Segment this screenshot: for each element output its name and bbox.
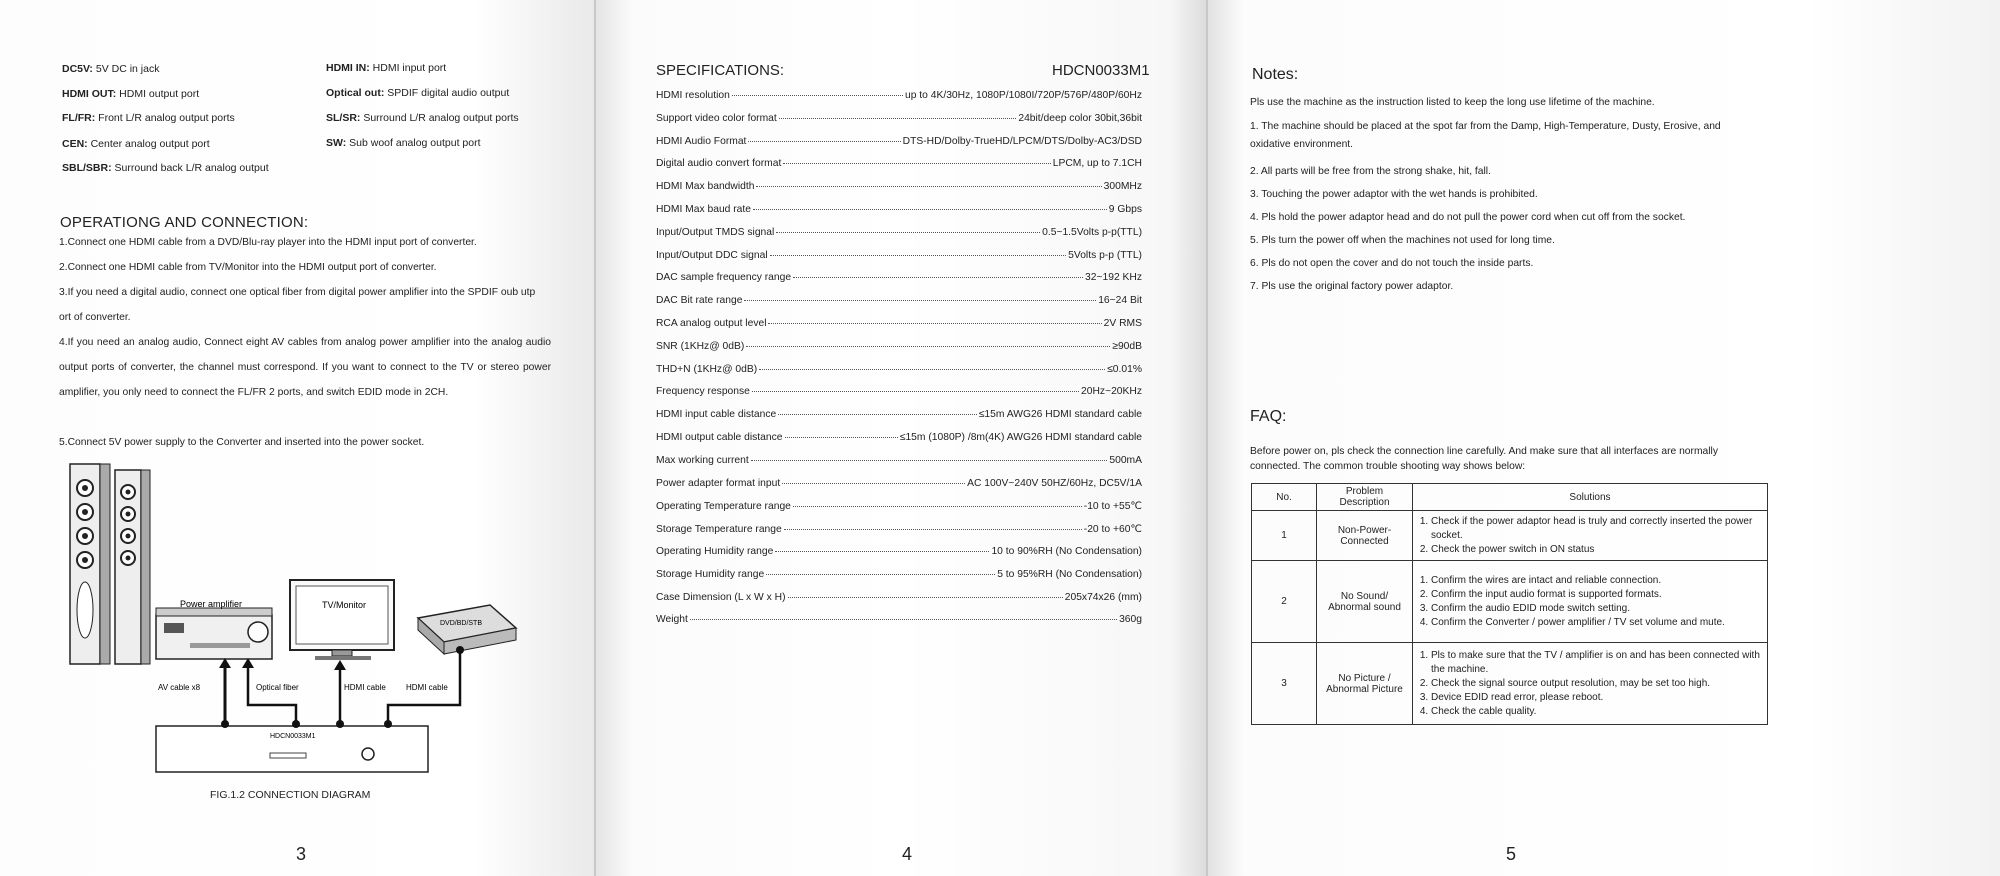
faq-row-problem: Non-Power-Connected bbox=[1317, 511, 1413, 561]
spec-label: HDMI resolution bbox=[656, 90, 730, 101]
spec-value: ≤0.01% bbox=[1107, 363, 1142, 375]
solution-item: 1. Check if the power adaptor head is truly and correctly inserted the power socket. bbox=[1431, 515, 1763, 543]
spec-label: Weight bbox=[656, 614, 688, 626]
spec-leader-dots bbox=[784, 529, 1082, 530]
table-row bbox=[1252, 643, 1768, 725]
spec-leader-dots bbox=[778, 414, 977, 415]
spec-label: Power adapter format input bbox=[656, 477, 781, 489]
spec-leader-dots bbox=[759, 369, 1105, 370]
spec-row bbox=[656, 181, 1142, 197]
note-6: 6. Pls do not open the cover and do not touch the inside parts. bbox=[1250, 258, 1534, 269]
solution-item: 2. Confirm the input audio format is supported formats. bbox=[1431, 588, 1763, 602]
note-7: 7. Pls use the original factory power adaptor. bbox=[1250, 281, 1454, 292]
notes-title: Notes: bbox=[1252, 66, 1299, 83]
speaker-icon bbox=[115, 470, 150, 664]
spec-label: Operating Temperature range bbox=[656, 501, 791, 513]
port-dc5v: DC5V: 5V DC in jack bbox=[62, 63, 160, 75]
port-hdmi-in: HDMI IN: HDMI input port bbox=[326, 62, 447, 74]
note-1: 1. The machine should be placed at the spot far from the Damp, High-Temperature, Dusty, Erosive, and oxidative environment. bbox=[1250, 121, 1721, 150]
spec-leader-dots bbox=[775, 551, 989, 552]
faq-table bbox=[1251, 483, 1768, 725]
spec-leader-dots bbox=[690, 619, 1117, 620]
spec-row bbox=[656, 227, 1142, 243]
power-amplifier-label: Power amplifier bbox=[180, 599, 243, 609]
spec-value: ≥90dB bbox=[1112, 340, 1142, 352]
page-3 bbox=[0, 0, 594, 876]
faq-row-no: 1 bbox=[1252, 511, 1317, 561]
note-5: 5. Pls turn the power off when the machines not used for long time. bbox=[1250, 235, 1555, 246]
spec-row bbox=[656, 204, 1142, 220]
solution-item: 3. Confirm the audio EDID mode switch setting. bbox=[1431, 602, 1763, 616]
spec-leader-dots bbox=[746, 346, 1110, 347]
solution-item: 4. Confirm the Converter / power amplifier / TV set volume and mute. bbox=[1431, 616, 1763, 630]
spec-label: SNR (1KHz@ 0dB) bbox=[656, 340, 745, 352]
note-4: 4. Pls hold the power adaptor head and do not pull the power cord when cut off from the socket. bbox=[1250, 212, 1686, 223]
spec-value: 24bit/deep color 30bit,36bit bbox=[1018, 112, 1142, 124]
tv-monitor-icon bbox=[290, 580, 394, 660]
spec-value: 10 to 90%RH (No Condensation) bbox=[991, 546, 1142, 557]
spec-leader-dots bbox=[766, 574, 995, 575]
step-3: 3.If you need a digital audio, connect one optical fiber from digital power amplifier into the SPDIF oub utp ort of converter. bbox=[59, 287, 536, 323]
spec-row bbox=[656, 569, 1142, 585]
spec-label: THD+N (1KHz@ 0dB) bbox=[656, 363, 758, 375]
spec-leader-dots bbox=[785, 437, 898, 438]
spec-leader-dots bbox=[752, 391, 1079, 392]
spec-model: HDCN0033M1 bbox=[1052, 62, 1150, 79]
spec-row bbox=[656, 136, 1142, 152]
note-3: 3. Touching the power adaptor with the wet hands is prohibited. bbox=[1250, 189, 1538, 200]
spec-leader-dots bbox=[793, 277, 1083, 278]
faq-row-no: 2 bbox=[1252, 561, 1317, 643]
spec-row bbox=[656, 386, 1142, 402]
faq-header-no: No. bbox=[1252, 484, 1317, 511]
spec-value: 205x74x26 (mm) bbox=[1064, 591, 1142, 603]
spec-leader-dots bbox=[732, 95, 903, 96]
table-row bbox=[1252, 561, 1768, 643]
spec-row bbox=[656, 341, 1142, 357]
faq-row-solutions bbox=[1413, 561, 1768, 643]
spec-label: Digital audio convert format bbox=[656, 158, 782, 170]
spec-row bbox=[656, 546, 1142, 562]
spec-value: 0.5~1.5Volts p-p(TTL) bbox=[1042, 226, 1142, 238]
spec-label: Input/Output DDC signal bbox=[656, 249, 768, 261]
spec-label: DAC Bit rate range bbox=[656, 295, 743, 307]
hdmi-cable-label-1: HDMI cable bbox=[344, 683, 386, 692]
port-fl-fr: FL/FR: Front L/R analog output ports bbox=[62, 112, 235, 124]
faq-row-solutions bbox=[1413, 511, 1768, 561]
optical-fiber-label: Optical fiber bbox=[256, 683, 299, 692]
spec-value: 20Hz~20KHz bbox=[1081, 386, 1142, 398]
spec-value: DTS-HD/Dolby-TrueHD/LPCM/DTS/Dolby-AC3/DSD bbox=[902, 135, 1142, 147]
spec-leader-dots bbox=[788, 597, 1063, 598]
dvd-player-icon bbox=[418, 605, 516, 654]
spec-value: ≤15m (1080P) /8m(4K) AWG26 HDMI standard cable bbox=[899, 432, 1142, 443]
spec-leader-dots bbox=[783, 163, 1050, 164]
operation-title: OPERATIONG AND CONNECTION: bbox=[60, 214, 309, 231]
scan-margin bbox=[1808, 0, 2000, 876]
port-sbl-sbr: SBL/SBR: Surround back L/R analog output bbox=[62, 162, 269, 174]
spec-leader-dots bbox=[793, 506, 1082, 507]
spec-leader-dots bbox=[751, 460, 1108, 461]
table-row bbox=[1252, 511, 1768, 561]
spec-row bbox=[656, 364, 1142, 380]
spec-value: -10 to +55℃ bbox=[1083, 501, 1142, 513]
spec-title: SPECIFICATIONS: bbox=[656, 62, 785, 79]
spec-value: 5Volts p-p (TTL) bbox=[1068, 249, 1142, 261]
spec-label: Max working current bbox=[656, 454, 749, 466]
spec-row bbox=[656, 250, 1142, 266]
spec-value: AC 100V~240V 50HZ/60Hz, DC5V/1A bbox=[967, 477, 1142, 489]
spec-row bbox=[656, 318, 1142, 334]
port-optical-out: Optical out: SPDIF digital audio output bbox=[326, 87, 510, 99]
spec-label: Support video color format bbox=[656, 112, 777, 124]
spec-label: Operating Humidity range bbox=[656, 546, 774, 557]
device-model-label: HDCN0033M1 bbox=[270, 733, 316, 740]
page-number: 5 bbox=[1506, 844, 1517, 864]
page-number: 4 bbox=[902, 844, 913, 864]
solution-item: 1. Pls to make sure that the TV / amplifier is on and has been connected with the machine. bbox=[1431, 649, 1763, 677]
diagram-caption: FIG.1.2 CONNECTION DIAGRAM bbox=[210, 789, 371, 801]
faq-header-problem: Problem Description bbox=[1317, 484, 1413, 511]
spec-value: ≤15m AWG26 HDMI standard cable bbox=[978, 409, 1142, 421]
spec-row bbox=[656, 432, 1142, 448]
spec-label: DAC sample frequency range bbox=[656, 272, 792, 284]
spec-leader-dots bbox=[782, 483, 965, 484]
spec-label: Frequency response bbox=[656, 386, 750, 398]
dvd-label: DVD/BD/STB bbox=[440, 620, 483, 627]
spec-row bbox=[656, 90, 1142, 106]
port-hdmi-out: HDMI OUT: HDMI output port bbox=[62, 88, 200, 100]
solution-item: 2. Check the signal source output resolution, may be set too high. bbox=[1431, 677, 1763, 691]
hdmi-cable-label-2: HDMI cable bbox=[406, 683, 448, 692]
faq-header-row bbox=[1252, 484, 1768, 511]
solution-item: 3. Device EDID read error, please reboot. bbox=[1431, 691, 1763, 705]
spec-leader-dots bbox=[768, 323, 1101, 324]
spec-leader-dots bbox=[756, 186, 1101, 187]
step-5: 5.Connect 5V power supply to the Converter and inserted into the power socket. bbox=[59, 437, 425, 448]
connection-diagram bbox=[60, 460, 530, 810]
faq-row-no: 3 bbox=[1252, 643, 1317, 725]
tv-monitor-label: TV/Monitor bbox=[322, 600, 367, 610]
spec-label: HDMI Audio Format bbox=[656, 135, 747, 147]
spec-leader-dots bbox=[744, 300, 1096, 301]
step-4: 4.If you need an analog audio, Connect eight AV cables from analog power amplifier into the analog audio output ports of converter, the channel must correspond. If you want to connect to the TV or stereo power amplifier, you only need to connect the FL/FR 2 ports, and switch EDID mode in 2CH. bbox=[59, 337, 551, 398]
spec-row bbox=[656, 523, 1142, 539]
spec-leader-dots bbox=[753, 209, 1107, 210]
step-1: 1.Connect one HDMI cable from a DVD/Blu-ray player into the HDMI input port of converter. bbox=[59, 237, 477, 248]
spec-value: 32~192 KHz bbox=[1085, 272, 1142, 284]
spec-row bbox=[656, 113, 1142, 129]
spec-value: 2V RMS bbox=[1103, 318, 1142, 329]
spec-row bbox=[656, 455, 1142, 471]
spec-label: RCA analog output level bbox=[656, 318, 767, 329]
speaker-icon bbox=[70, 464, 110, 664]
spec-row bbox=[656, 592, 1142, 608]
spec-value: up to 4K/30Hz, 1080P/1080I/720P/576P/480P/60Hz bbox=[904, 90, 1142, 101]
amplifier-icon bbox=[156, 608, 272, 659]
spec-label: Storage Humidity range bbox=[656, 568, 765, 580]
spec-leader-dots bbox=[779, 118, 1017, 119]
solution-item: 2. Check the power switch in ON status bbox=[1431, 543, 1763, 557]
faq-row-problem: No Sound/ Abnormal sound bbox=[1317, 561, 1413, 643]
port-cen: CEN: Center analog output port bbox=[62, 138, 210, 150]
spec-value: 16~24 Bit bbox=[1098, 295, 1142, 307]
spec-label: HDMI Max bandwidth bbox=[656, 181, 755, 193]
faq-intro: Before power on, pls check the connection line carefully. And make sure that all interfaces are normally connected. The common trouble shooting way shows below: bbox=[1250, 446, 1718, 472]
spec-label: HDMI Max baud rate bbox=[656, 204, 751, 215]
spec-row bbox=[656, 478, 1142, 494]
spec-value: 5 to 95%RH (No Condensation) bbox=[997, 568, 1142, 580]
spec-value: LPCM, up to 7.1CH bbox=[1052, 158, 1142, 170]
page-number: 3 bbox=[296, 844, 307, 864]
step-2: 2.Connect one HDMI cable from TV/Monitor into the HDMI output port of converter. bbox=[59, 262, 437, 273]
spec-value: 360g bbox=[1119, 614, 1142, 626]
spec-value: 9 Gbps bbox=[1108, 204, 1142, 215]
spec-label: Input/Output TMDS signal bbox=[656, 226, 775, 238]
spec-label: HDMI output cable distance bbox=[656, 432, 783, 443]
faq-row-problem: No Picture / Abnormal Picture bbox=[1317, 643, 1413, 725]
spec-row bbox=[656, 295, 1142, 311]
spec-label: Case Dimension (L x W x H) bbox=[656, 591, 786, 603]
spec-row bbox=[656, 409, 1142, 425]
notes-intro: Pls use the machine as the instruction listed to keep the long use lifetime of the machine. bbox=[1250, 97, 1655, 108]
spec-label: Storage Temperature range bbox=[656, 524, 782, 536]
solution-item: 4. Check the cable quality. bbox=[1431, 705, 1763, 719]
spec-leader-dots bbox=[770, 255, 1067, 256]
solution-item: 1. Confirm the wires are intact and reliable connection. bbox=[1431, 574, 1763, 588]
spec-value: 500mA bbox=[1109, 454, 1142, 466]
spec-leader-dots bbox=[748, 141, 900, 142]
spec-leader-dots bbox=[776, 232, 1040, 233]
spec-value: -20 to +60℃ bbox=[1083, 524, 1142, 536]
port-sl-sr: SL/SR: Surround L/R analog output ports bbox=[326, 112, 519, 124]
faq-row-solutions bbox=[1413, 643, 1768, 725]
port-sw: SW: Sub woof analog output port bbox=[326, 137, 481, 149]
spec-row bbox=[656, 272, 1142, 288]
faq-header-solutions: Solutions bbox=[1413, 484, 1768, 511]
spec-row bbox=[656, 158, 1142, 174]
note-2: 2. All parts will be free from the strong shake, hit, fall. bbox=[1250, 166, 1491, 177]
av-cable-label: AV cable x8 bbox=[158, 683, 201, 692]
spec-label: HDMI input cable distance bbox=[656, 409, 777, 421]
spec-row bbox=[656, 500, 1142, 516]
spec-value: 300MHz bbox=[1103, 181, 1142, 193]
spec-row bbox=[656, 614, 1142, 630]
faq-title: FAQ: bbox=[1250, 408, 1287, 425]
